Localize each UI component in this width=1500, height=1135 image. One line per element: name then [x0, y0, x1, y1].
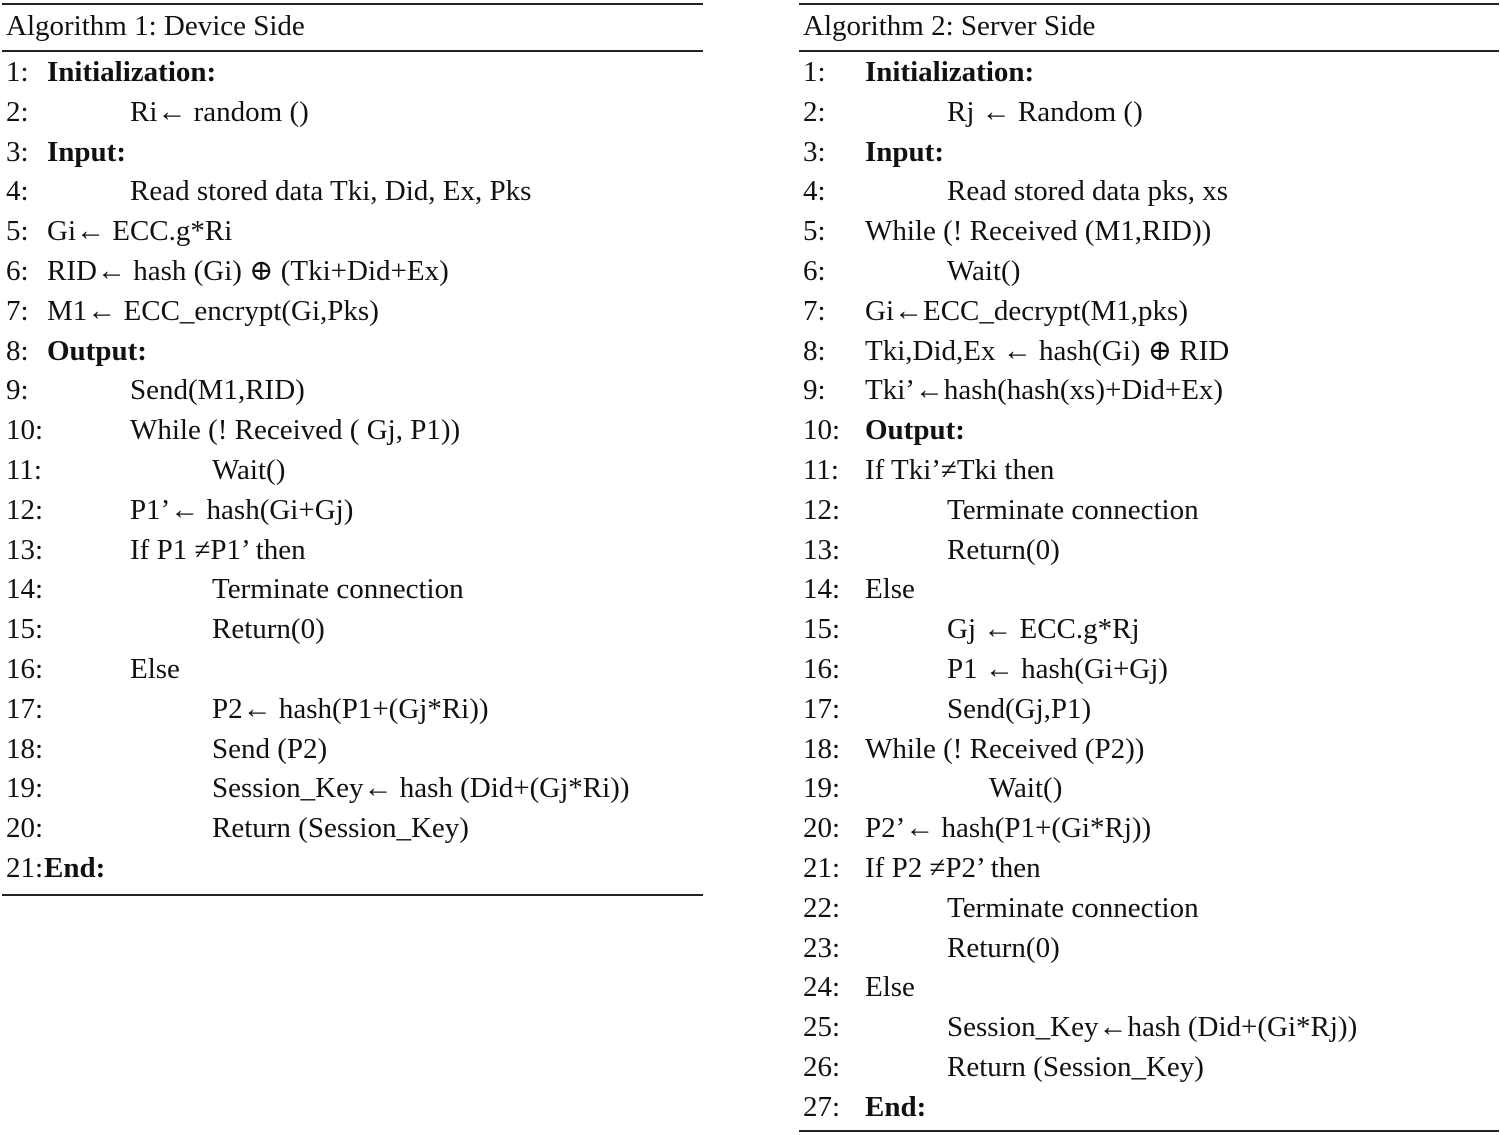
line-text: Read stored data pks, xs — [947, 175, 1229, 208]
line-text: Ri← random () — [130, 95, 309, 128]
line-number: 6: — [803, 254, 826, 287]
line-number: 21: — [6, 851, 44, 884]
line-number: 23: — [803, 931, 841, 964]
line-number: 20: — [6, 812, 44, 845]
algorithm-line — [2, 254, 703, 294]
algorithm-line — [799, 1050, 1499, 1090]
line-text: Wait() — [989, 772, 1063, 805]
line-text: Output: — [47, 334, 147, 367]
line-text: M1← ECC_encrypt(Gi,Pks) — [47, 294, 379, 327]
line-text: Read stored data Tki, Did, Ex, Pks — [130, 175, 532, 208]
line-number: 2: — [6, 95, 29, 128]
line-text: P2’← hash(P1+(Gi*Rj)) — [865, 812, 1152, 845]
line-number: 11: — [803, 453, 839, 486]
line-number: 17: — [803, 692, 841, 725]
line-number: 17: — [6, 692, 44, 725]
line-number: 15: — [803, 613, 841, 646]
line-number: 12: — [803, 493, 841, 526]
line-number: 18: — [803, 732, 841, 765]
algorithm-lines — [2, 55, 703, 891]
line-text: Gi←ECC_decrypt(M1,pks) — [865, 294, 1188, 327]
top-rule — [799, 3, 1499, 5]
algorithm-line — [2, 174, 703, 214]
algorithm-line — [2, 135, 703, 175]
line-number: 16: — [803, 652, 841, 685]
line-number: 5: — [6, 215, 29, 248]
algorithm-line — [799, 174, 1499, 214]
line-number: 27: — [803, 1090, 841, 1123]
algorithm-line — [799, 1010, 1499, 1050]
line-number: 11: — [6, 453, 42, 486]
algorithm-line — [799, 214, 1499, 254]
line-number: 19: — [6, 772, 44, 805]
line-text: Gi← ECC.g*Ri — [47, 215, 233, 248]
line-number: 13: — [6, 533, 44, 566]
line-number: 24: — [803, 971, 841, 1004]
line-text: While (! Received ( Gj, P1)) — [130, 414, 461, 447]
line-number: 14: — [6, 573, 44, 606]
line-text: Session_Key← hash (Did+(Gj*Ri)) — [212, 772, 630, 805]
line-text: Input: — [47, 135, 126, 168]
algorithm-line — [799, 135, 1499, 175]
algorithm-line — [2, 214, 703, 254]
line-text: Else — [865, 573, 915, 606]
line-number: 22: — [803, 891, 841, 924]
line-text: Gj ← ECC.g*Rj — [947, 613, 1140, 646]
line-text: If Tki’≠Tki then — [865, 453, 1055, 486]
line-text: Wait() — [212, 453, 286, 486]
line-text: Send(Gj,P1) — [947, 692, 1092, 725]
line-number: 12: — [6, 493, 44, 526]
algorithm-line — [799, 851, 1499, 891]
line-number: 1: — [803, 56, 826, 88]
top-rule — [2, 3, 703, 5]
line-text: If P1 ≠P1’ then — [130, 533, 306, 566]
header-rule — [2, 50, 703, 52]
algorithm-line — [799, 811, 1499, 851]
line-number: 4: — [803, 175, 826, 208]
line-number: 4: — [6, 175, 29, 208]
algorithm-line — [799, 652, 1499, 692]
algorithm-line — [2, 334, 703, 374]
algorithm-line — [2, 811, 703, 851]
line-number: 14: — [803, 573, 841, 606]
algorithm-line — [799, 692, 1499, 732]
algorithm-line — [799, 294, 1499, 334]
line-text: Return(0) — [212, 613, 325, 646]
line-text: While (! Received (P2)) — [865, 732, 1145, 765]
line-number: 8: — [6, 334, 29, 367]
line-text: Session_Key←hash (Did+(Gi*Rj)) — [947, 1011, 1358, 1044]
algorithm-line — [799, 413, 1499, 453]
algorithm-title: Algorithm 1: Device Side — [6, 10, 305, 42]
line-text: P1 ← hash(Gi+Gj) — [947, 652, 1168, 685]
algorithm-line — [799, 493, 1499, 533]
bottom-rule — [799, 1130, 1499, 1132]
line-text: End: — [865, 1090, 927, 1123]
line-text: If P2 ≠P2’ then — [865, 851, 1041, 884]
line-number: 20: — [803, 812, 841, 845]
line-text: Return (Session_Key) — [947, 1050, 1204, 1083]
line-text: Return (Session_Key) — [212, 812, 469, 845]
algorithm-line — [2, 294, 703, 334]
line-text: P1’← hash(Gi+Gj) — [130, 493, 354, 526]
line-text: Input: — [865, 135, 944, 168]
algorithm-title: Algorithm 2: Server Side — [803, 10, 1096, 42]
algorithm-line — [799, 55, 1499, 95]
line-number: 6: — [6, 254, 29, 287]
line-number: 7: — [803, 294, 826, 327]
algorithm-line — [799, 1090, 1499, 1130]
algorithm-line — [799, 334, 1499, 374]
algorithm-line — [2, 771, 703, 811]
line-number: 8: — [803, 334, 826, 367]
header-rule — [799, 50, 1499, 52]
algorithm-line — [2, 55, 703, 95]
line-text: End: — [44, 851, 106, 884]
line-number: 1: — [6, 56, 29, 88]
line-text: Terminate connection — [212, 573, 464, 606]
line-number: 10: — [803, 414, 841, 447]
line-text: Tki,Did,Ex ← hash(Gi) ⊕ RID — [865, 334, 1230, 367]
algorithm-line — [2, 851, 703, 891]
line-text: Terminate connection — [947, 891, 1199, 924]
line-text: Wait() — [947, 254, 1021, 287]
algorithm-line — [2, 692, 703, 732]
line-text: Return(0) — [947, 533, 1060, 566]
bottom-rule — [2, 894, 703, 896]
line-text: RID← hash (Gi) ⊕ (Tki+Did+Ex) — [47, 254, 449, 287]
line-number: 7: — [6, 294, 29, 327]
line-text: Initialization: — [865, 56, 1035, 88]
algorithm-line — [2, 373, 703, 413]
line-text: Initialization: — [47, 56, 217, 88]
line-number: 16: — [6, 652, 44, 685]
algorithm-line — [799, 612, 1499, 652]
line-text: While (! Received (M1,RID)) — [865, 215, 1212, 248]
line-number: 9: — [803, 374, 826, 407]
line-number: 19: — [803, 772, 841, 805]
line-number: 13: — [803, 533, 841, 566]
algorithm-line — [2, 453, 703, 493]
line-number: 3: — [6, 135, 29, 168]
algorithm-line — [2, 95, 703, 135]
line-text: P2← hash(P1+(Gj*Ri)) — [212, 692, 489, 725]
algorithm-line — [799, 572, 1499, 612]
algorithm-lines — [799, 55, 1499, 1130]
algorithm-line — [799, 732, 1499, 772]
line-number: 2: — [803, 95, 826, 128]
line-number: 5: — [803, 215, 826, 248]
algorithm-line — [2, 572, 703, 612]
algorithm-line — [2, 493, 703, 533]
line-number: 15: — [6, 613, 44, 646]
algorithm-line — [2, 612, 703, 652]
algorithm-line — [799, 453, 1499, 493]
line-number: 21: — [803, 851, 841, 884]
line-number: 10: — [6, 414, 44, 447]
algorithm-line — [799, 891, 1499, 931]
algorithm-line — [799, 373, 1499, 413]
algorithm-line — [799, 931, 1499, 971]
line-number: 18: — [6, 732, 44, 765]
line-number: 25: — [803, 1011, 841, 1044]
line-text: Output: — [865, 414, 965, 447]
algorithm-line — [2, 652, 703, 692]
line-text: Terminate connection — [947, 493, 1199, 526]
algorithm-line — [799, 970, 1499, 1010]
line-number: 9: — [6, 374, 29, 407]
algorithm-line — [799, 254, 1499, 294]
line-text: Tki’←hash(hash(xs)+Did+Ex) — [865, 374, 1224, 407]
algorithm-line — [799, 771, 1499, 811]
line-text: Else — [865, 971, 915, 1004]
algorithm-line — [2, 533, 703, 573]
line-text: Send(M1,RID) — [130, 374, 305, 407]
algorithm-line — [799, 533, 1499, 573]
line-text: Send (P2) — [212, 732, 328, 765]
line-text: Rj ← Random () — [947, 95, 1143, 128]
algorithm-line — [799, 95, 1499, 135]
line-text: Return(0) — [947, 931, 1060, 964]
algorithm-line — [2, 732, 703, 772]
algorithm-line — [2, 413, 703, 453]
line-number: 3: — [803, 135, 826, 168]
line-number: 26: — [803, 1050, 841, 1083]
line-text: Else — [130, 652, 180, 685]
